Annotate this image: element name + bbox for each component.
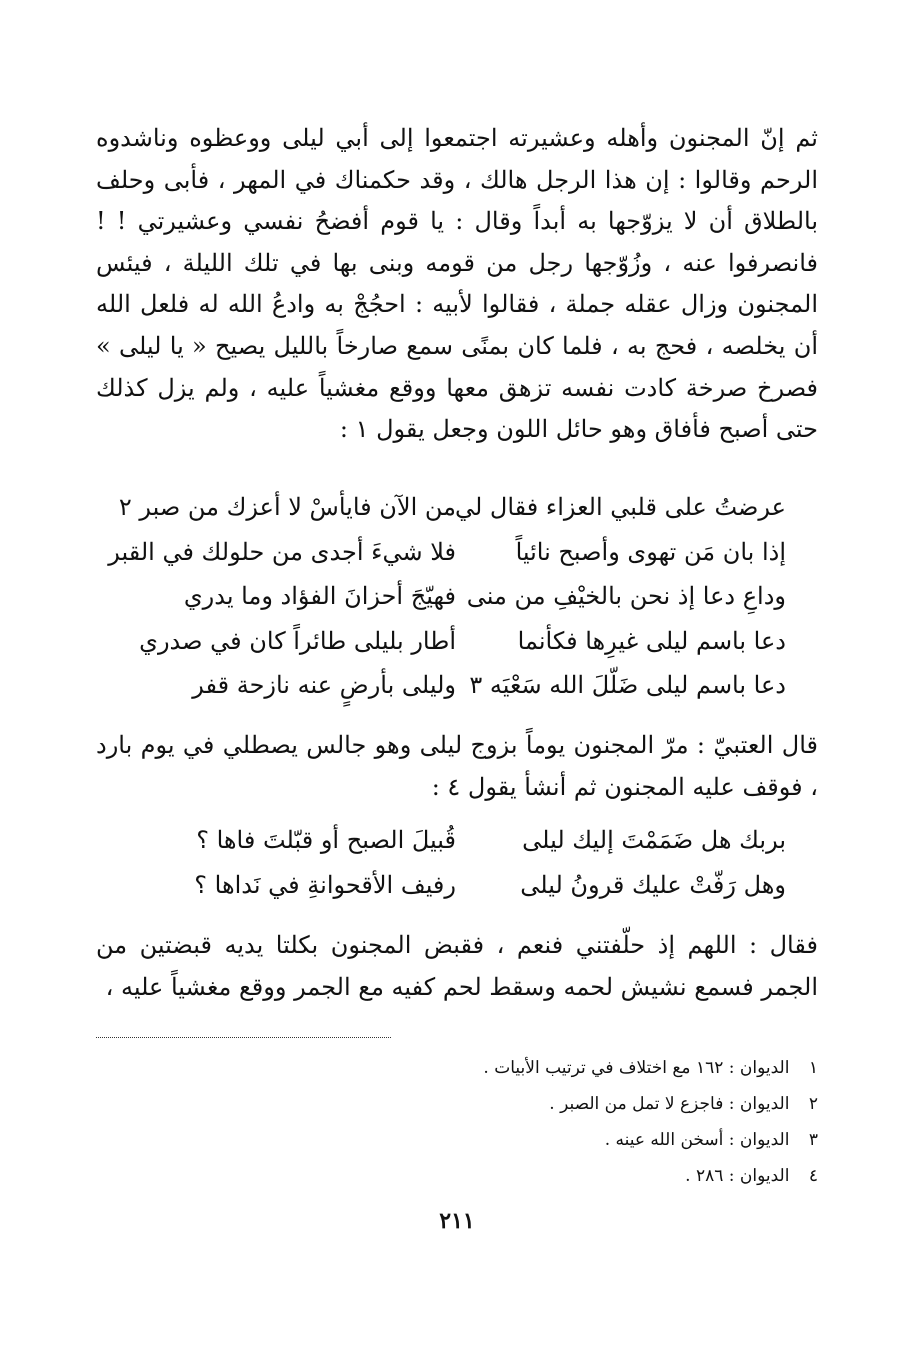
poem-2 xyxy=(126,818,786,907)
footnote-number: ٣ xyxy=(808,1130,818,1150)
footnote-number: ١ xyxy=(808,1058,818,1078)
footnotes xyxy=(318,1050,818,1194)
verse-first-hemistich: بربك هل ضَمَمْتَ إليك ليلى xyxy=(522,826,786,854)
verse-second-hemistich: قُبيلَ الصبح أو قبّلتَ فاها ؟ xyxy=(196,826,456,854)
footnote-item xyxy=(318,1158,818,1194)
body-paragraph-1: ثم إنّ المجنون وأهله وعشيرته اجتمعوا إلى أبي ليلى ووعظوه وناشدوه الرحم وقالوا : إن هذا الرجل هالك ، وقد حكمناك في المهر ، فأبى وحلف بالطلاق أن لا يزوّجها به أبداً وقال : يا قوم أفضحُ نفسي وعشيرتي ! ! فانصرفوا عنه ، وزُوّجها رجل من قومه وبنى بها في تلك الليلة ، فيئس المجنون وزال عقله جملة ، فقالوا لأبيه : احجُجْ به وادعُ الله له فلعل الله أن يخلصه ، فحج به ، فلما كان بمنًى سمع صارخاً بالليل يصيح « يا ليلى » فصرخ صرخة كادت نفسه تزهق معها ووقع مغشياً عليه ، ولم يزل كذلك حتى أصبح فأفاق وهو حائل اللون وجعل يقول ١ : xyxy=(96,124,818,444)
verse-row xyxy=(118,485,786,530)
footnote-item xyxy=(318,1122,818,1158)
verse-row xyxy=(126,663,786,708)
verse-second-hemistich: وليلى بأرضٍ عنه نازحة قفر xyxy=(192,671,456,699)
footnote-item xyxy=(318,1086,818,1122)
footnote-text: الديوان : ٢٨٦ . xyxy=(685,1166,790,1186)
footnote-text: الديوان : ١٦٢ مع اختلاف في ترتيب الأبيات . xyxy=(483,1058,790,1078)
verse-second-hemistich: أطار بليلى طائراً كان في صدري xyxy=(139,626,456,655)
verse-row xyxy=(126,818,786,863)
page-number: ٢١١ xyxy=(439,1208,475,1234)
verse-second-hemistich: رفيف الأقحوانةِ في نَداها ؟ xyxy=(194,870,456,899)
verse-second-hemistich: من الآن فايأسْ لا أعزك من صبر ٢ xyxy=(118,493,456,521)
poem-1 xyxy=(108,485,786,708)
verse-first-hemistich: دعا باسم ليلى غيرِها فكأنما xyxy=(517,626,786,655)
verse-first-hemistich: وداعِ دعا إذ نحن بالخيْفِ من منى xyxy=(466,582,786,610)
verse-second-hemistich: فهيّجَ أحزانَ الفؤاد وما يدري xyxy=(183,582,456,610)
verse-first-hemistich: عرضتُ على قلبي العزاء فقال لي xyxy=(454,493,786,521)
verse-first-hemistich: إذا بان مَن تهوى وأصبح نائياً xyxy=(515,537,786,566)
verse-first-hemistich: وهل رَفّتْ عليك قرونُ ليلى xyxy=(520,870,786,899)
verse-row xyxy=(108,530,786,575)
footnote-item xyxy=(318,1050,818,1086)
footnote-separator xyxy=(96,1037,391,1038)
body-paragraph-2: قال العتبيّ : مرّ المجنون يوماً بزوج ليلى وهو جالس يصطلي في يوم بارد ، فوقف عليه المجنون ثم أنشأ يقول ٤ : xyxy=(96,731,818,801)
verse-row xyxy=(126,863,786,908)
footnote-number: ٤ xyxy=(808,1166,818,1186)
verse-row xyxy=(126,619,786,664)
verse-second-hemistich: فلا شيءَ أجدى من حلولك في القبر xyxy=(108,537,456,566)
verse-row xyxy=(126,574,786,619)
footnote-text: الديوان : أسخن الله عينه . xyxy=(604,1130,790,1150)
body-paragraph-3: فقال : اللهم إذ حلّفتني فنعم ، فقبض المجنون بكلتا يديه قبضتين من الجمر فسمع نشيش لحمه وسقط لحم كفيه مع الجمر ووقع مغشياً عليه ، xyxy=(96,931,818,1001)
verse-first-hemistich: دعا باسم ليلى ضَلّلَ الله سَعْيَه ٣ xyxy=(469,671,786,699)
footnote-number: ٢ xyxy=(808,1094,818,1114)
footnote-text: الديوان : فاجزع لا تمل من الصبر . xyxy=(549,1094,790,1114)
